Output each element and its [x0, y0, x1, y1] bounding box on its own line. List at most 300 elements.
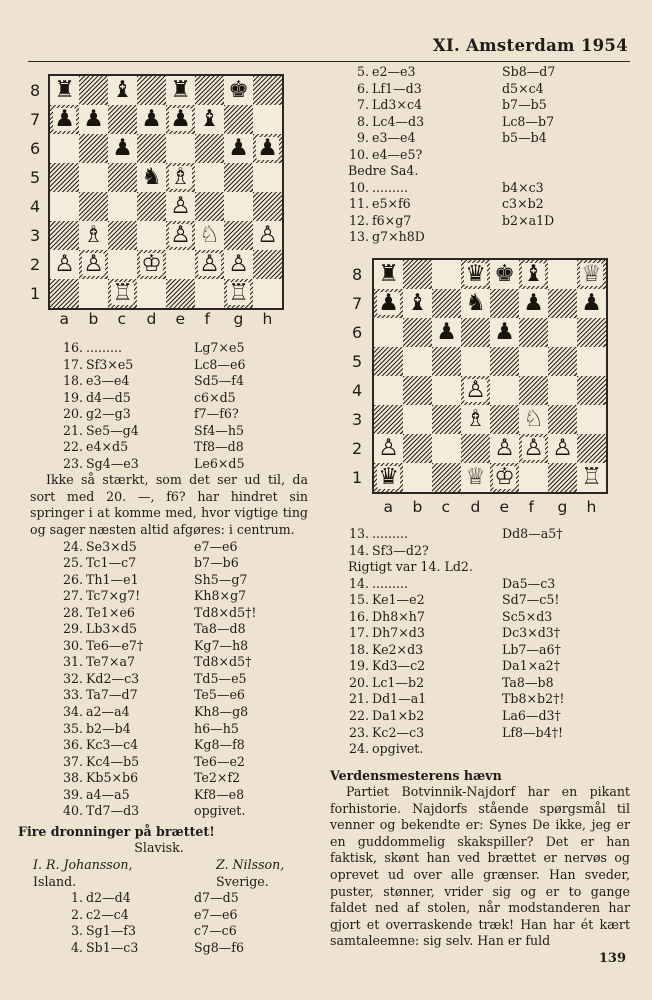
move-row: [330, 147, 630, 164]
board-square: [461, 405, 490, 434]
move-number: 37.: [62, 753, 83, 769]
board-square: [577, 463, 606, 492]
move-row: [330, 725, 630, 742]
chess-piece-icon: ♟: [228, 135, 249, 161]
move-number: 2.: [70, 906, 83, 922]
board-square: [374, 318, 403, 347]
white-move: Th1—e1: [86, 571, 139, 587]
move-row: [30, 340, 308, 357]
chess-piece-icon: ♚: [494, 261, 515, 288]
move-number: 25.: [62, 555, 83, 571]
black-move: [502, 147, 630, 164]
board-square: [548, 434, 577, 463]
board-square: [224, 105, 253, 134]
move-number: 5.: [356, 64, 369, 79]
board-square: [519, 376, 548, 405]
black-move: Da1×a2†: [502, 658, 560, 674]
move-row: [30, 439, 308, 456]
white-move: e3—e4: [86, 373, 130, 389]
move-number: 27.: [62, 588, 83, 604]
move-row: [30, 704, 308, 721]
black-move: Sf4—h5: [194, 422, 245, 438]
move-row: [30, 737, 308, 754]
move-row: [30, 621, 308, 638]
chess-piece-icon: ♙: [257, 222, 278, 248]
chess-piece-icon: ♟: [494, 319, 515, 346]
white-move: Kc2—c3: [372, 724, 425, 740]
chess-piece-icon: ♟: [170, 106, 191, 132]
board-square: [519, 260, 548, 289]
move-row: [330, 543, 630, 560]
board-square: [519, 289, 548, 318]
white-move: Ke2×d3: [372, 641, 424, 657]
white-move: .........: [86, 340, 123, 355]
white-move: Kc3—c4: [86, 737, 139, 753]
move-row: [30, 539, 308, 556]
board-square: [461, 260, 490, 289]
board-square: [374, 376, 403, 405]
move-row: [30, 390, 308, 407]
move-number: 28.: [62, 604, 83, 620]
board-square: [108, 163, 137, 192]
annotation-paragraph: Ikke så stærkt, som det ser ud til, da sort med 20. —, f6? har hindret sin springer i at komme med, hvor vigtige ting og sager næsten altid afgøres: i centrum.: [30, 472, 308, 538]
move-row: [30, 423, 308, 440]
move-number: 35.: [62, 720, 83, 736]
black-move: Te6—e2: [194, 753, 245, 769]
board-square: [108, 221, 137, 250]
file-label: h: [262, 310, 273, 328]
move-list-5: [330, 180, 630, 246]
white-move: Lb3×d5: [86, 621, 138, 637]
white-move: e4×d5: [86, 439, 129, 455]
black-move: Kh8—g8: [194, 704, 249, 720]
header-rule: [28, 61, 630, 62]
white-move: Kc4—b5: [86, 753, 140, 769]
board-square: [253, 279, 282, 308]
white-move: Lc1—b2: [372, 674, 425, 690]
move-row: [30, 572, 308, 589]
file-label: a: [383, 498, 393, 517]
white-move: e5×f6: [372, 196, 411, 212]
white-country: Island.: [33, 873, 77, 889]
move-number: 17.: [62, 356, 83, 372]
move-row: [330, 97, 630, 114]
board-square: [432, 260, 461, 289]
move-row: [30, 787, 308, 804]
rank-label: 3: [30, 225, 41, 245]
move-list-3: [30, 890, 308, 956]
move-list-6: [330, 526, 630, 559]
board-square: [490, 405, 519, 434]
white-move: Te7×a7: [86, 654, 135, 670]
black-move: d5×c4: [502, 80, 544, 96]
white-move: Se5—g4: [86, 422, 139, 438]
board-square: [432, 463, 461, 492]
board-square: [50, 163, 79, 192]
board-square: [50, 134, 79, 163]
left-column: [18, 64, 308, 956]
board-square: [374, 463, 403, 492]
white-move: Te1×e6: [86, 604, 135, 620]
board-square: [432, 376, 461, 405]
move-number: 21.: [348, 691, 369, 707]
board-square: [253, 163, 282, 192]
move-row: [30, 940, 308, 957]
board-square: [166, 192, 195, 221]
board-square: [79, 221, 108, 250]
black-move: Da5—c3: [502, 575, 556, 591]
move-row: [330, 81, 630, 98]
board-square: [108, 192, 137, 221]
board-square: [195, 105, 224, 134]
black-move: b4×c3: [502, 179, 544, 195]
black-move: Td8×d5†: [194, 654, 252, 670]
chess-piece-icon: ♜: [170, 77, 191, 103]
chessboard: [372, 258, 608, 494]
black-move: Sc5×d3: [502, 608, 553, 624]
board-square: [432, 434, 461, 463]
rank-label: 6: [352, 322, 363, 342]
rank-label: 5: [30, 167, 41, 187]
right-column: [330, 64, 630, 950]
chess-piece-icon: ♗: [170, 164, 191, 190]
section-title-four-queens: Fire dronninger på brættet!: [18, 823, 215, 839]
move-number: 10.: [348, 179, 369, 195]
board-square: [79, 250, 108, 279]
move-row: [330, 691, 630, 708]
board-square: [548, 289, 577, 318]
board-square: [403, 405, 432, 434]
move-row: [30, 588, 308, 605]
move-number: 19.: [348, 658, 369, 674]
move-number: 9.: [356, 130, 369, 146]
move-number: 12.: [348, 212, 369, 228]
chess-piece-icon: ♙: [170, 222, 191, 248]
move-number: 16.: [62, 340, 83, 355]
file-label: b: [88, 310, 99, 328]
black-move: Sb8—d7: [502, 64, 556, 79]
white-move: Te6—e7†: [86, 637, 144, 653]
board-square: [519, 318, 548, 347]
white-move: Se3×d5: [86, 538, 137, 554]
white-move: d2—d4: [86, 890, 131, 906]
black-move: h6—h5: [194, 720, 239, 736]
black-move: Kf8—e8: [194, 786, 245, 802]
board-square: [79, 279, 108, 308]
black-move: Td8×d5†!: [194, 604, 257, 620]
black-move: c3×b2: [502, 196, 544, 212]
move-row: [30, 923, 308, 940]
rank-label: 4: [30, 196, 41, 216]
page-header: [0, 30, 652, 62]
board-square: [374, 289, 403, 318]
black-move: [502, 229, 630, 246]
rank-label: 3: [352, 409, 363, 429]
black-move: opgivet.: [194, 803, 246, 819]
board-square: [137, 76, 166, 105]
white-move: Lf1—d3: [372, 80, 422, 96]
black-move: Tf8—d8: [194, 439, 244, 455]
chess-piece-icon: ♙: [378, 435, 399, 462]
move-row: [330, 609, 630, 626]
black-move: Lc8—e6: [194, 356, 246, 372]
board-square: [195, 134, 224, 163]
black-move: Te5—e6: [194, 687, 245, 703]
black-move: Kg8—f8: [194, 737, 245, 753]
board-square: [432, 289, 461, 318]
chess-piece-icon: ♝: [523, 261, 544, 288]
board-square: [432, 405, 461, 434]
board-square: [137, 134, 166, 163]
move-number: 40.: [62, 803, 83, 819]
board-square: [519, 405, 548, 434]
white-move: Kd3—c2: [372, 658, 426, 674]
board-square: [224, 279, 253, 308]
file-label: g: [557, 498, 568, 517]
black-move: [502, 543, 630, 560]
black-move: Kg7—h8: [194, 637, 249, 653]
page-number: 139: [598, 951, 626, 966]
white-move: Da1×b2: [372, 708, 425, 724]
rank-label: 4: [352, 380, 363, 400]
board-square: [490, 463, 519, 492]
board-square: [166, 279, 195, 308]
move-number: 13.: [348, 229, 369, 245]
move-row: [30, 456, 308, 473]
move-row: [30, 373, 308, 390]
chess-piece-icon: ♘: [199, 222, 220, 248]
board-square: [253, 134, 282, 163]
black-move: Lf8—b4†!: [502, 724, 564, 740]
white-move: Dh8×h7: [372, 608, 425, 624]
board-square: [253, 221, 282, 250]
move-row: [330, 180, 630, 197]
chess-piece-icon: ♙: [199, 251, 220, 277]
board-square: [548, 376, 577, 405]
board-square: [224, 163, 253, 192]
board-square: [403, 463, 432, 492]
move-row: [30, 638, 308, 655]
board-square: [519, 463, 548, 492]
rank-label: 7: [352, 293, 363, 313]
chess-piece-icon: ♙: [83, 251, 104, 277]
board-square: [432, 318, 461, 347]
board-square: [374, 260, 403, 289]
board-square: [137, 105, 166, 134]
move-row: [330, 592, 630, 609]
board-square: [577, 376, 606, 405]
move-row: [330, 229, 630, 246]
black-move: Lb7—a6†: [502, 641, 561, 657]
move-row: [30, 555, 308, 572]
black-move: Sd5—f4: [194, 373, 244, 389]
move-row: [30, 671, 308, 688]
chess-piece-icon: ♙: [54, 251, 75, 277]
chess-piece-icon: ♝: [112, 77, 133, 103]
board-square: [577, 289, 606, 318]
note-bedre: Bedre Sa4.: [348, 163, 419, 179]
board-square: [490, 289, 519, 318]
file-label: g: [233, 310, 244, 328]
board-square: [403, 434, 432, 463]
board-square: [548, 347, 577, 376]
chessboard: [48, 74, 284, 310]
chess-piece-icon: ♕: [465, 464, 486, 491]
move-number: 10.: [348, 146, 369, 162]
move-number: 23.: [62, 455, 83, 471]
white-move: Lc4—d3: [372, 113, 425, 129]
board-square: [137, 279, 166, 308]
board-square: [50, 105, 79, 134]
move-number: 18.: [62, 373, 83, 389]
board-square: [253, 192, 282, 221]
chess-piece-icon: ♝: [407, 290, 428, 317]
move-row: [330, 526, 630, 543]
section-title-revenge: Verdensmesterens hævn: [330, 767, 502, 783]
black-move: Sd7—c5!: [502, 592, 560, 608]
move-number: 14.: [348, 575, 369, 591]
move-number: 18.: [348, 641, 369, 657]
chess-piece-icon: ♟: [436, 319, 457, 346]
black-move: Td5—e5: [194, 670, 247, 686]
move-number: 14.: [348, 542, 369, 558]
board-square: [50, 76, 79, 105]
rank-label: 8: [352, 264, 363, 284]
board-square: [166, 250, 195, 279]
black-player: Z. Nilsson,: [216, 857, 285, 872]
move-number: 36.: [62, 737, 83, 753]
board-square: [224, 134, 253, 163]
rank-label: 7: [30, 109, 41, 129]
white-move: .........: [372, 179, 409, 195]
board-square: [166, 221, 195, 250]
board-square: [79, 105, 108, 134]
board-square: [461, 463, 490, 492]
move-row: [30, 357, 308, 374]
rank-label: 2: [352, 438, 363, 458]
move-row: [330, 675, 630, 692]
chess-piece-icon: ♛: [465, 261, 486, 288]
file-label: c: [117, 310, 127, 328]
board-square: [577, 260, 606, 289]
move-row: [30, 406, 308, 423]
chess-piece-icon: ♔: [141, 251, 162, 277]
chess-piece-icon: ♙: [465, 377, 486, 404]
chess-piece-icon: ♟: [83, 106, 104, 132]
move-number: 19.: [62, 389, 83, 405]
chess-piece-icon: ♟: [54, 106, 75, 132]
board-square: [224, 76, 253, 105]
board-square: [108, 134, 137, 163]
black-move: Dd8—a5†: [502, 526, 563, 542]
board-square: [50, 279, 79, 308]
chess-piece-icon: ♖: [112, 280, 133, 306]
white-move: Tc7×g7!: [86, 588, 141, 604]
board-square: [195, 192, 224, 221]
chess-piece-icon: ♙: [494, 435, 515, 462]
board-square: [403, 289, 432, 318]
white-move: Sb1—c3: [86, 939, 139, 955]
white-move: a4—a5: [86, 786, 130, 802]
white-move: Ld3×c4: [372, 97, 423, 113]
board-square: [79, 163, 108, 192]
white-move: e4—e5?: [372, 146, 423, 162]
file-label: e: [499, 498, 510, 517]
chess-piece-icon: ♞: [465, 290, 486, 317]
white-move: Ke1—e2: [372, 592, 425, 608]
black-move: c6×d5: [194, 389, 236, 405]
move-row: [330, 642, 630, 659]
note-rigtigt: Rigtigt var 14. Ld2.: [348, 559, 473, 575]
board-square: [403, 376, 432, 405]
white-move: Dh7×d3: [372, 625, 425, 641]
move-number: 1.: [70, 890, 83, 906]
move-number: 29.: [62, 621, 83, 637]
move-row: [330, 658, 630, 675]
move-number: 23.: [348, 724, 369, 740]
move-row: [30, 721, 308, 738]
opening-name: Slavisk.: [134, 840, 184, 856]
board-square: [195, 250, 224, 279]
move-row: [30, 907, 308, 924]
board-square: [108, 279, 137, 308]
board-square: [50, 250, 79, 279]
rank-label: 8: [30, 80, 41, 100]
board-square: [108, 250, 137, 279]
move-number: 39.: [62, 786, 83, 802]
rank-label: 5: [352, 351, 363, 371]
file-label: d: [146, 310, 157, 328]
white-move: Dd1—a1: [372, 691, 427, 707]
white-move: g2—g3: [86, 406, 131, 422]
white-move: e3—e4: [372, 130, 416, 146]
board-square: [403, 318, 432, 347]
chess-piece-icon: ♜: [378, 261, 399, 288]
chess-piece-icon: ♞: [141, 164, 162, 190]
move-row: [330, 114, 630, 131]
board-square: [548, 318, 577, 347]
black-move: Sg8—f6: [194, 939, 244, 955]
chess-piece-icon: ♙: [523, 435, 544, 462]
chess-piece-icon: ♙: [228, 251, 249, 277]
board-square: [577, 347, 606, 376]
board-square: [461, 376, 490, 405]
file-label: b: [412, 498, 423, 517]
move-row: [330, 625, 630, 642]
board-square: [432, 347, 461, 376]
board-square: [224, 192, 253, 221]
move-number: 24.: [62, 538, 83, 554]
white-move: Td7—d3: [86, 803, 140, 819]
black-country: Sverige.: [216, 873, 269, 889]
board-square: [137, 192, 166, 221]
board-square: [577, 318, 606, 347]
chess-piece-icon: ♟: [581, 290, 602, 317]
move-list-2: [30, 539, 308, 820]
board-square: [195, 76, 224, 105]
players-line: [30, 857, 308, 874]
white-move: Kb5×b6: [86, 770, 139, 786]
chess-piece-icon: ♕: [581, 261, 602, 288]
board-square: [166, 105, 195, 134]
black-move: b7—b5: [502, 97, 547, 113]
chess-piece-icon: ♜: [54, 77, 75, 103]
move-number: 20.: [62, 406, 83, 422]
move-number: 30.: [62, 637, 83, 653]
black-move: Te2×f2: [194, 770, 241, 786]
board-square: [461, 289, 490, 318]
chess-piece-icon: ♙: [552, 435, 573, 462]
